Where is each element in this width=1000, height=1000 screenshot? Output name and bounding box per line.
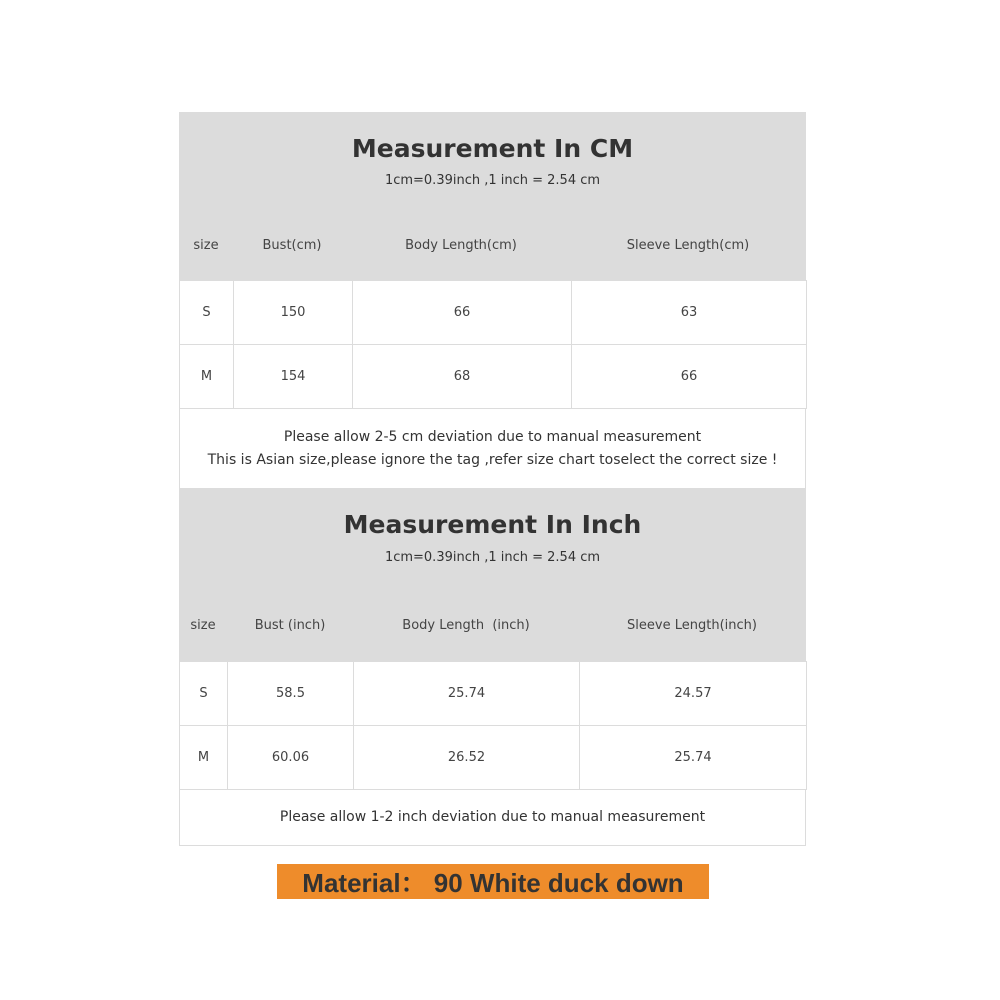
cm-cell: 68: [353, 345, 572, 409]
inch-cell: S: [180, 662, 228, 726]
inch-note-line1: Please allow 1-2 inch deviation due to manual measurement: [279, 809, 706, 825]
inch-cell: 58.5: [228, 662, 354, 726]
table-row: [180, 345, 807, 409]
inch-note: [179, 790, 806, 846]
material-banner: Material： 90 White duck down: [277, 864, 709, 899]
cm-col-size: size: [193, 238, 219, 253]
inch-col-body-length: Body Length (inch): [402, 618, 530, 633]
cm-cell: 66: [353, 281, 572, 345]
inch-col-sleeve-length: Sleeve Length(inch): [627, 618, 757, 633]
cm-col-sleeve-length: Sleeve Length(cm): [626, 238, 750, 253]
cm-size-chart: [179, 112, 806, 489]
cm-cell: 66: [572, 345, 807, 409]
cm-cell: S: [180, 281, 234, 345]
inch-table: [179, 661, 807, 790]
inch-cell: 26.52: [354, 726, 580, 790]
inch-col-size: size: [190, 618, 216, 633]
cm-cell: M: [180, 345, 234, 409]
cm-note-line2: This is Asian size,please ignore the tag ,refer size chart toselect the correct size !: [207, 451, 778, 468]
cm-col-bust: Bust(cm): [262, 238, 322, 253]
inch-cell: 60.06: [228, 726, 354, 790]
inch-subtitle: 1cm=0.39inch ,1 inch = 2.54 cm: [384, 550, 601, 565]
cm-cell: 154: [234, 345, 353, 409]
cm-note-line1: Please allow 2-5 cm deviation due to manual measurement: [283, 428, 702, 445]
inch-header: [179, 488, 806, 661]
cm-title: Measurement In CM: [351, 134, 634, 163]
inch-cell: 25.74: [580, 726, 807, 790]
table-row: [180, 281, 807, 345]
cm-header: [179, 112, 806, 280]
cm-table: [179, 280, 807, 409]
cm-cell: 63: [572, 281, 807, 345]
inch-cell: 25.74: [354, 662, 580, 726]
inch-size-chart: [179, 488, 806, 846]
table-row: [180, 726, 807, 790]
cm-note: [179, 409, 806, 489]
inch-title: Measurement In Inch: [343, 510, 642, 539]
inch-cell: M: [180, 726, 228, 790]
cm-cell: 150: [234, 281, 353, 345]
cm-subtitle: 1cm=0.39inch ,1 inch = 2.54 cm: [384, 173, 601, 188]
cm-col-body-length: Body Length(cm): [405, 238, 517, 253]
table-row: [180, 662, 807, 726]
inch-col-bust: Bust (inch): [254, 618, 326, 633]
inch-cell: 24.57: [580, 662, 807, 726]
